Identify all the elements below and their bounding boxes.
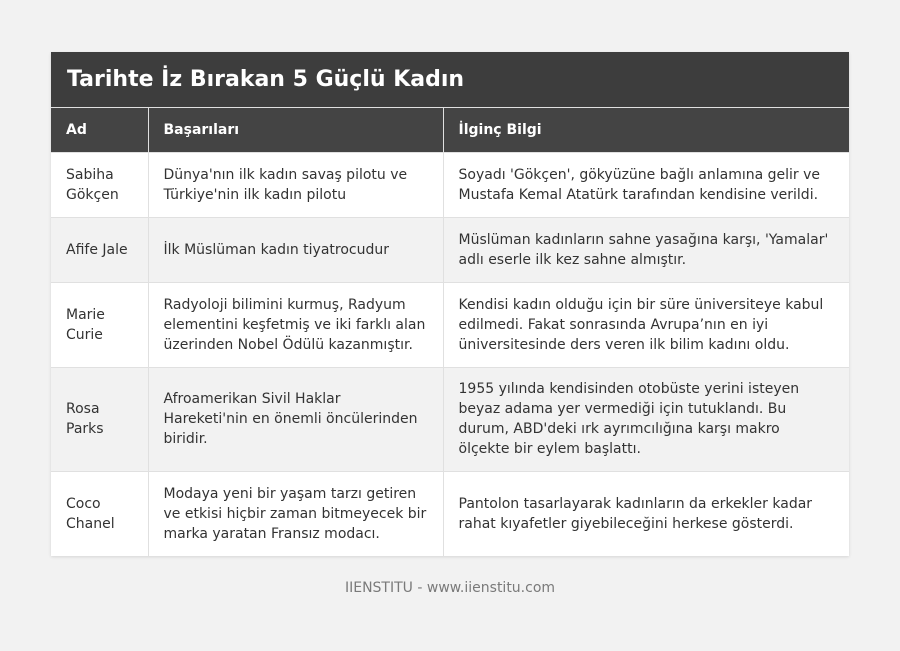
table-title: Tarihte İz Bırakan 5 Güçlü Kadın (51, 52, 849, 108)
cell-fact: Kendisi kadın olduğu için bir süre üniversiteye kabul edilmedi. Fakat sonrasında Avrupa’nın en iyi üniversitesinde ders veren ilk bilim kadını oldu. (443, 282, 849, 367)
header-fact: İlginç Bilgi (443, 108, 849, 152)
header-name: Ad (51, 108, 148, 152)
cell-fact: Müslüman kadınların sahne yasağına karşı, 'Yamalar' adlı eserle ilk kez sahne almıştır. (443, 217, 849, 282)
women-table (51, 108, 849, 556)
cell-name: Coco Chanel (51, 471, 148, 556)
cell-name: Rosa Parks (51, 367, 148, 471)
cell-name: Marie Curie (51, 282, 148, 367)
cell-achievement: Afroamerikan Sivil Haklar Hareketi'nin en önemli öncülerinden biridir. (148, 367, 443, 471)
cell-fact: Soyadı 'Gökçen', gökyüzüne bağlı anlamına gelir ve Mustafa Kemal Atatürk tarafından kendisine verildi. (443, 152, 849, 217)
cell-fact: 1955 yılında kendisinden otobüste yerini isteyen beyaz adama yer vermediği için tutuklandı. Bu durum, ABD'deki ırk ayrımcılığına karşı makro ölçekte bir eylem başlattı. (443, 367, 849, 471)
header-achievements: Başarıları (148, 108, 443, 152)
cell-name: Sabiha Gökçen (51, 152, 148, 217)
table-row (51, 217, 849, 282)
header-row (51, 108, 849, 152)
cell-achievement: İlk Müslüman kadın tiyatrocudur (148, 217, 443, 282)
footer-credit: IIENSTITU - www.iienstitu.com (344, 580, 556, 596)
cell-achievement: Dünya'nın ilk kadın savaş pilotu ve Türkiye'nin ilk kadın pilotu (148, 152, 443, 217)
cell-name: Afife Jale (51, 217, 148, 282)
table-row (51, 152, 849, 217)
table-card (51, 52, 849, 556)
cell-achievement: Radyoloji bilimini kurmuş, Radyum elementini keşfetmiş ve iki farklı alan üzerinden Nobel Ödülü kazanmıştır. (148, 282, 443, 367)
table-row (51, 282, 849, 367)
table-row (51, 367, 849, 471)
table-row (51, 471, 849, 556)
cell-achievement: Modaya yeni bir yaşam tarzı getiren ve etkisi hiçbir zaman bitmeyecek bir marka yaratan Fransız modacı. (148, 471, 443, 556)
cell-fact: Pantolon tasarlayarak kadınların da erkekler kadar rahat kıyafetler giyebileceğini herkese gösterdi. (443, 471, 849, 556)
